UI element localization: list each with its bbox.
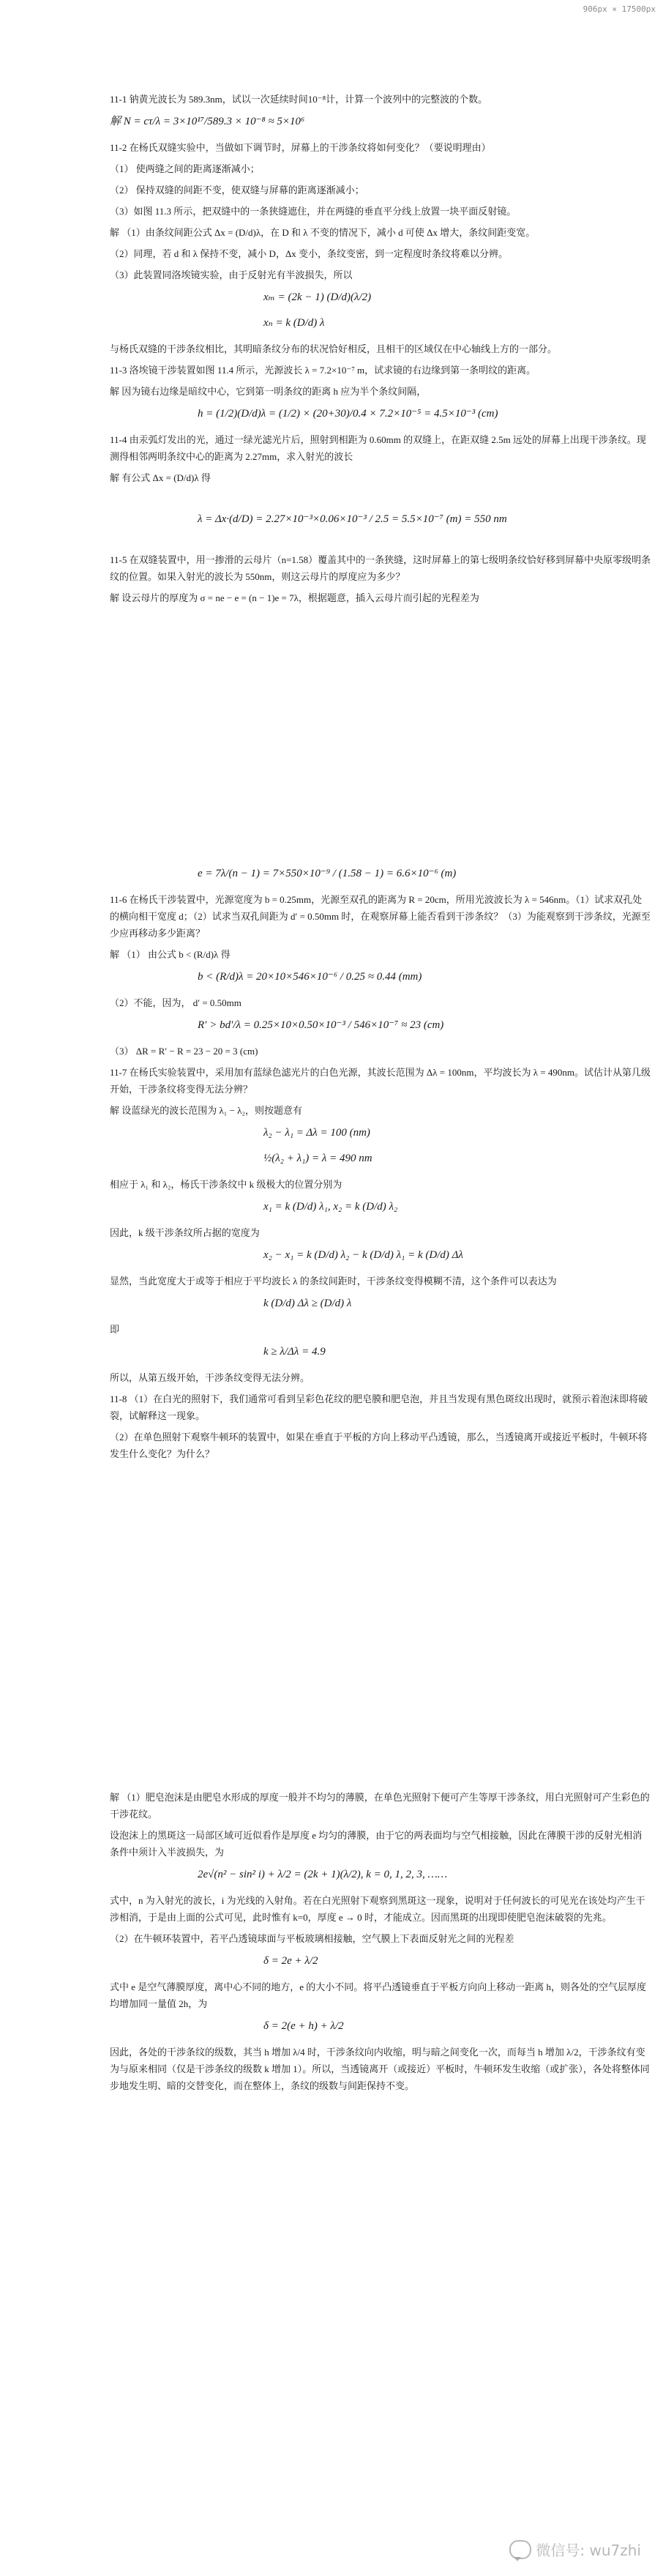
- problem-11-8-equation-3: δ = 2(e + h) + λ/2: [263, 2020, 344, 2032]
- problem-11-6-equation-1: b < (R/d)λ = 20×10×546×10⁻⁶ / 0.25 ≈ 0.44 (mm): [198, 971, 422, 983]
- problem-11-7-answer-4: 显然，当此宽度大于或等于相应于平均波长 λ 的条纹间距时，干涉条纹变得模糊不清，这个条件可以表达为: [110, 1276, 557, 1287]
- problem-11-4-answer: 解 有公式 Δx = (D/d)λ 得: [110, 472, 211, 483]
- problem-11-6-answer-1: 解 （1） 由公式 b < (R/d)λ 得: [110, 949, 231, 960]
- problem-11-8-answer-4: （2）在牛顿环装置中，若平凸透镜球面与平板玻璃相接触，空气膜上下表面反射光之间的光程差: [110, 1933, 514, 1944]
- image-dimensions-label: 906px × 17500px: [583, 4, 656, 14]
- problem-11-2-equation-2: xₙ = k (D/d) λ: [263, 317, 325, 329]
- problem-11-8-answer-1: 解 （1）肥皂泡沫是由肥皂水形成的厚度一般并不均匀的薄膜，在单色光照射下便可产生等厚干涉条纹，用白光照射可产生彩色的干涉花纹。: [110, 1792, 650, 1820]
- problem-11-4-equation: λ = Δx·(d/D) = 2.27×10⁻³×0.06×10⁻³ / 2.5 = 5.5×10⁻⁷ (m) = 550 nm: [198, 513, 507, 525]
- problem-11-7-question: 11-7 在杨氏实验装置中，采用加有蓝绿色滤光片的白色光源，其波长范围为 Δλ = 100nm，平均波长为 λ = 490nm。试估计从第几级开始，干涉条纹将变得无法分辨？: [110, 1067, 651, 1095]
- problem-11-5-equation: e = 7λ/(n − 1) = 7×550×10⁻⁹ / (1.58 − 1) = 6.6×10⁻⁶ (m): [198, 868, 457, 879]
- problem-11-5-answer: 解 设云母片的厚度为 σ = ne − e = (n − 1)e = 7λ，根据题意，插入云母片而引起的光程差为: [110, 592, 479, 603]
- problem-11-6-answer-2: （2）不能，因为， d′ = 0.50mm: [110, 997, 241, 1008]
- problem-11-6-equation-2: R′ > bd′/λ = 0.25×10×0.50×10⁻³ / 546×10⁻⁷ ≈ 23 (cm): [198, 1019, 444, 1031]
- problem-11-2-question: 11-2 在杨氏双缝实验中，当做如下调节时，屏幕上的干涉条纹将如何变化？（要说明理由）: [110, 142, 491, 153]
- problem-11-6-question: 11-6 在杨氏干涉装置中，光源宽度为 b = 0.25mm，光源至双孔的距离为 R = 20cm，所用光波波长为 λ = 546nm。（1）试求双孔处的横向相干宽度 d；（2）试求当双孔间距为 d′ = 0.50mm 时，在观察屏幕上能否看到干涉条纹？（3）为能观察到干涉条纹，光源至少应再移动多少距离？: [110, 894, 651, 939]
- problem-11-2-item-1: （1） 使两缝之间的距离逐渐减小；: [110, 163, 260, 174]
- problem-11-8-question-2: （2）在单色照射下观察牛顿环的装置中，如果在垂直于平板的方向上移动平凸透镜，那么，当透镜离开或接近平板时，牛顿环将发生什么变化？为什么？: [110, 1432, 648, 1459]
- watermark-text: 微信号: wu7zhi: [536, 2542, 641, 2559]
- wechat-watermark: [509, 2539, 641, 2560]
- problem-11-8-equation-2: δ = 2e + λ/2: [263, 1955, 318, 1967]
- problem-11-4-question: 11-4 由汞弧灯发出的光，通过一绿光滤光片后，照射到相距为 0.60mm 的双缝上，在距双缝 2.5m 远处的屏幕上出现干涉条纹。现测得相邻两明条纹中心的距离为 2.27mm，求入射光的波长: [110, 434, 646, 462]
- problem-11-6-answer-3: （3） ΔR = R′ − R = 23 − 20 = 3 (cm): [110, 1046, 258, 1057]
- problem-11-8-answer-6: 因此，各处的干涉条纹的级数，其当 h 增加 λ/4 时，干涉条纹向内收缩，明与暗之间变化一次，而每当 h 增加 λ/2，干涉条纹有变为与原来相同（仅是干涉条纹的级数 k 增加 1）。所以，当透镜离开（或接近）平板时，牛顿环发生收缩（或扩张），各处将整体同步地发生明、暗的交替变化，而在整体上，条纹的级数与间距保持不变。: [110, 2047, 650, 2091]
- problem-11-7-answer-3: 因此，k 级干涉条纹所占据的宽度为: [110, 1227, 260, 1238]
- problem-11-8-question-1: 11-8 （1）在白光的照射下，我们通常可看到呈彩色花纹的肥皂膜和肥皂泡，并且当发现有黑色斑纹出现时，就预示着泡沫即将破裂，试解释这一现象。: [110, 1393, 648, 1421]
- problem-11-7-answer-1: 解 设蓝绿光的波长范围为 λ₁ − λ₂，则按题意有: [110, 1105, 303, 1116]
- problem-11-1-answer: 解 N = cτ/λ = 3×10¹⁷/589.3 × 10⁻⁸ ≈ 5×10⁶: [110, 116, 305, 127]
- problem-11-1-question: 11-1 钠黄光波长为 589.3nm，试以一次延续时间10⁻⁸计，计算一个波列中的完整波的个数。: [110, 94, 488, 105]
- problem-11-8-answer-3: 式中，n 为入射光的波长，i 为光线的入射角。若在白光照射下观察到黑斑这一现象，说明对于任何波长的可见光在该处均产生干涉相消，于是由上面的公式可见，此时惟有 k=0，厚度 e → 0 时，才能成立。因而黑斑的出现即使肥皂泡沫破裂的先兆。: [110, 1895, 645, 1923]
- problem-11-7-answer-6: 所以，从第五级开始，干涉条纹变得无法分辨。: [110, 1372, 310, 1383]
- problem-11-7-equation-1: λ₂ − λ₁ = Δλ = 100 (nm): [263, 1127, 370, 1139]
- problem-11-2-item-3: （3）如图 11.3 所示，把双缝中的一条狭缝遮住，并在两缝的垂直平分线上放置一块平面反射镜。: [110, 206, 517, 217]
- document-page: [110, 91, 651, 2099]
- problem-11-7-answer-5: 即: [110, 1324, 120, 1335]
- problem-11-8-answer-5: 式中 e 是空气薄膜厚度，离中心不同的地方，e 的大小不同。将平凸透镜垂直于平板方向向上移动一距离 h，则各处的空气层厚度均增加同一量值 2h，为: [110, 1981, 647, 2009]
- problem-11-7-answer-2: 相应于 λ₁ 和 λ₂，杨氏干涉条纹中 k 级极大的位置分别为: [110, 1179, 342, 1190]
- problem-11-8-answer-2: 设泡沫上的黑斑这一局部区域可近似看作是厚度 e 均匀的薄膜，由于它的两表面均与空气相接触，因此在薄膜干涉的反射光相消条件中须计入半波损失，为: [110, 1830, 643, 1858]
- problem-11-2-item-2: （2） 保持双缝的间距不变，使双缝与屏幕的距离逐渐减小；: [110, 185, 364, 196]
- problem-11-2-answer-3: （3）此装置同洛埃镜实验，由于反射光有半波损失，所以: [110, 269, 353, 280]
- problem-11-3-question: 11-3 洛埃镜干涉装置如图 11.4 所示，光源波长 λ = 7.2×10⁻⁷ m，试求镜的右边缘到第一条明纹的距离。: [110, 365, 536, 376]
- problem-11-7-equation-6: k ≥ λ/Δλ = 4.9: [263, 1346, 326, 1358]
- problem-11-2-answer-1: 解 （1）由条纹间距公式 Δx = (D/d)λ，在 D 和 λ 不变的情况下，减小 d 可使 Δx 增大，条纹间距变宽。: [110, 227, 536, 238]
- problem-11-7-equation-3: x₁ = k (D/d) λ₁, x₂ = k (D/d) λ₂: [263, 1201, 398, 1213]
- problem-11-2-answer-2: （2）同理，若 d 和 λ 保持不变，减小 D，Δx 变小，条纹变密，到一定程度时条纹将难以分辨。: [110, 248, 509, 259]
- wechat-icon: [509, 2540, 531, 2559]
- problem-11-5-question: 11-5 在双缝装置中，用一掺滑的云母片（n=1.58）覆盖其中的一条狭缝，这时屏幕上的第七级明条纹恰好移到屏幕中央原零级明条纹的位置。如果入射光的波长为 550nm，则这云母片的厚度应为多少？: [110, 554, 651, 582]
- problem-11-7-equation-4: x₂ − x₁ = k (D/d) λ₂ − k (D/d) λ₁ = k (D/d) Δλ: [263, 1249, 463, 1261]
- problem-11-7-equation-2: ½(λ₂ + λ₁) = λ = 490 nm: [263, 1153, 372, 1164]
- problem-11-2-answer-4: 与杨氏双缝的干涉条纹相比，其明暗条纹分布的状况恰好相反，且相干的区域仅在中心轴线上方的一部分。: [110, 343, 558, 354]
- problem-11-3-answer: 解 因为镜右边缘是暗纹中心，它到第一明条纹的距离 h 应为半个条纹间隔，: [110, 386, 427, 397]
- problem-11-7-equation-5: k (D/d) Δλ ≥ (D/d) λ: [263, 1298, 352, 1309]
- problem-11-8-equation-1: 2e√(n² − sin² i) + λ/2 = (2k + 1)(λ/2), k = 0, 1, 2, 3, ……: [198, 1869, 448, 1880]
- problem-11-2-equation-1: xₘ = (2k − 1) (D/d)(λ/2): [263, 291, 372, 303]
- problem-11-3-equation: h = (1/2)(D/d)λ = (1/2) × (20+30)/0.4 × 7.2×10⁻⁵ = 4.5×10⁻³ (cm): [198, 408, 498, 420]
